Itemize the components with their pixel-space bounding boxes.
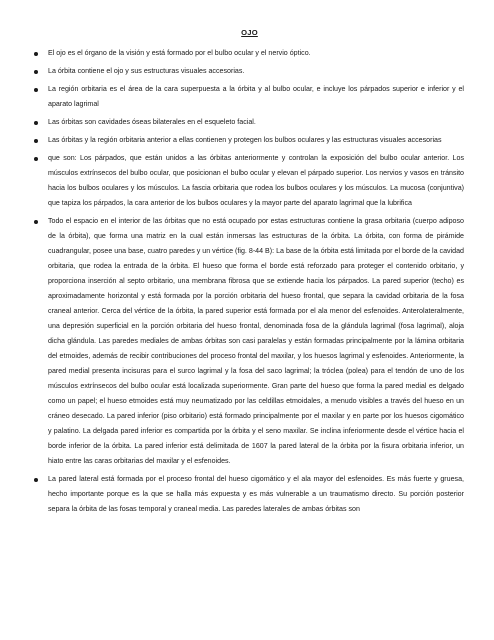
list-item [35,214,464,469]
bullet-icon [34,157,38,161]
bullet-icon [34,52,38,56]
bullet-icon [34,139,38,143]
list-item-text: que son: Los párpados, que están unidos a las órbitas anteriormente y controlan la exposición del bulbo ocular anterior. Los músculos extrínsecos del bulbo ocular, que posicionan el bulbo ocular y elevan el párpado superior. Los nervios y vasos en tránsito hacia los bulbos oculares y los músculos. La fascia orbitaria que rodea los bulbos oculares y los músculos. La mucosa (conjuntiva) que tapiza los párpados, la cara anterior de los bulbos oculares y la mayor parte del aparato lagrimal que la lubrifica [48,154,464,207]
list-item-text: La región orbitaria es el área de la cara superpuesta a la órbita y al bulbo ocular, e incluye los párpados superior e inferior y el aparato lagrimal [48,85,464,108]
list-item [35,82,464,112]
bullet-icon [34,88,38,92]
bullet-icon [34,478,38,482]
list-item [35,46,464,61]
list-item [35,133,464,148]
bullet-list [35,46,464,517]
list-item [35,64,464,79]
list-item [35,151,464,211]
bullet-icon [34,220,38,224]
list-item-text: La pared lateral está formada por el proceso frontal del hueso cigomático y el ala mayor del esfenoides. Es más fuerte y gruesa, hecho importante porque es la que se halla más expuesta y es más vulnerable a un traumatismo directo. Su porción posterior separa la órbita de las fosas temporal y craneal media. Las paredes laterales de ambas órbitas son [48,475,464,513]
list-item-text: El ojo es el órgano de la visión y está formado por el bulbo ocular y el nervio óptico. [48,49,311,57]
bullet-icon [34,70,38,74]
list-item [35,115,464,130]
list-item-text: La órbita contiene el ojo y sus estructuras visuales accesorias. [48,67,245,75]
bullet-icon [34,121,38,125]
document-title: OJO [241,28,258,37]
list-item-text: Las órbitas son cavidades óseas bilaterales en el esqueleto facial. [48,118,256,126]
list-item-text: Las órbitas y la región orbitaria anterior a ellas contienen y protegen los bulbos oculares y las estructuras visuales accesorias [48,136,442,144]
list-item [35,472,464,517]
list-item-text: Todo el espacio en el interior de las órbitas que no está ocupado por estas estructuras contiene la grasa orbitaria (cuerpo adiposo de la órbita), que forma una matriz en la cual están inmersas las estructuras de la órbita. La órbita, con forma de pirámide cuadrangular, posee una base, cuatro paredes y un vértice (fig. 8-44 B): La base de la órbita está limitada por el borde de la cavidad orbitaria, que rodea la entrada de la órbita. El hueso que forma el borde está reforzado para proteger el contenido orbitario, y proporciona inserción al septo orbitario, una membrana fibrosa que se extiende hacia los párpados. La pared superior (techo) es aproximadamente horizontal y está formada por la porción orbitaria del hueso frontal, que separa la cavidad orbitaria de la fosa craneal anterior. Cerca del vértice de la órbita, la pared superior está formada por el ala menor del esfenoides. Anterolateralmente, una depresión superficial en la porción orbitaria del hueso frontal, denominada fosa de la glándula lagrimal (fosa lagrimal), aloja dicha glándula. Las paredes mediales de ambas órbitas son casi paralelas y están formadas principalmente por la lámina orbitaria del etmoides, además de recibir contribuciones del proceso frontal del maxilar, y los huesos lagrimal y esfenoides. Anteriormente, la pared medial presenta incisuras para el surco lagrimal y la fosa del saco lagrimal; la tróclea (polea) para el tendón de uno de los músculos extrínsecos del bulbo ocular está localizada superiormente. Gran parte del hueso que forma la pared medial es delgado como un papel; el hueso etmoides está muy neumatizado por las celdillas etmoidales, a menudo visibles a través del hueso en un cráneo desecado. La pared inferior (piso orbitario) está formado principalmente por el maxilar y en parte por los huesos cigomático y palatino. La delgada pared inferior es compartida por la órbita y el seno maxilar. Se inclina inferiormente desde el vértice hacia el borde inferior de la órbita. La pared inferior está delimitada de 1607 la pared lateral de la órbita por la fisura orbitaria inferior, un hiato entre las caras orbitarias del maxilar y el esfenoides. [48,217,464,465]
